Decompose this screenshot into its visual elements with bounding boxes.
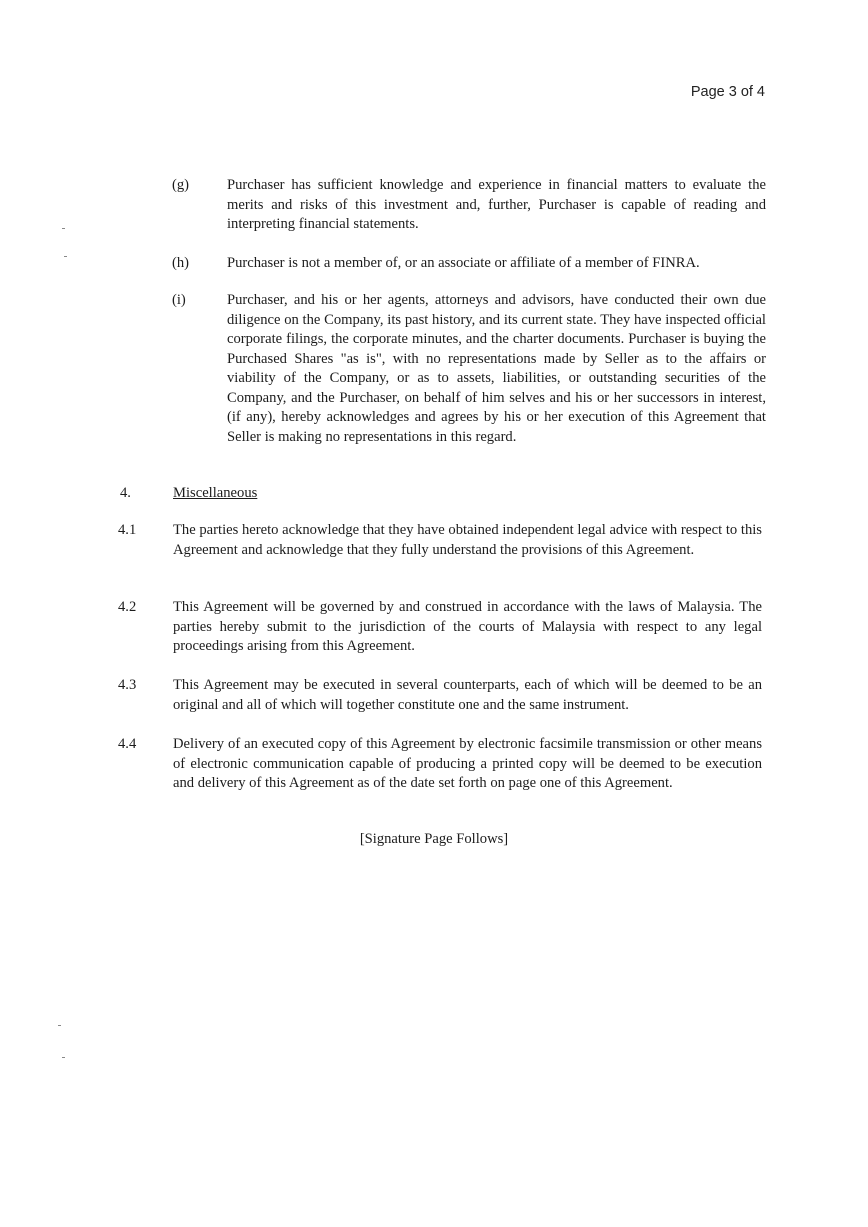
sub-clause-text: Purchaser has sufficient knowledge and experience in financial matters to evaluate the merits and risks of this investment and, further, Purchaser is capable of reading and interpreting financial statements. <box>227 177 766 232</box>
scan-speck <box>62 228 65 229</box>
clause-number: 4.4 <box>118 736 137 752</box>
clause-4-2 <box>118 598 762 657</box>
sub-clause-label: (h) <box>172 255 190 271</box>
clause-text: Delivery of an executed copy of this Agreement by electronic facsimile transmission or other means of electronic communication capable of producing a printed copy will be deemed to be execution and delivery of this Agreement as of the date set forth on page one of this Agreement. <box>173 736 762 791</box>
clause-4-4 <box>118 735 762 794</box>
clause-number: 4.1 <box>118 522 137 538</box>
clause-4-1 <box>118 521 762 560</box>
clause-number: 4.2 <box>118 599 137 615</box>
sub-clause-g <box>172 176 766 235</box>
clause-text: This Agreement will be governed by and construed in accordance with the laws of Malaysia. The parties hereby submit to the jurisdiction of the courts of Malaysia with respect to any legal proceedings arising from this Agreement. <box>173 599 762 654</box>
scan-speck <box>58 1025 61 1026</box>
page-number: Page 3 of 4 <box>690 84 765 100</box>
sub-clause-h <box>172 254 766 274</box>
clause-4-3 <box>118 676 762 715</box>
clause-number: 4.3 <box>118 677 137 693</box>
clause-text: This Agreement may be executed in several counterparts, each of which will be deemed to be an original and all of which will together constitute one and the same instrument. <box>173 677 762 713</box>
section-title: Miscellaneous <box>173 485 258 501</box>
sub-clause-label: (i) <box>172 292 186 308</box>
sub-clause-i <box>172 291 766 447</box>
clause-text: The parties hereto acknowledge that they have obtained independent legal advice with respect to this Agreement and acknowledge that they fully understand the provisions of this Agreement. <box>173 522 762 558</box>
scan-speck <box>64 256 67 257</box>
section-number: 4. <box>120 485 131 501</box>
sub-clause-label: (g) <box>172 177 190 193</box>
sub-clause-text: Purchaser is not a member of, or an associate or affiliate of a member of FINRA. <box>227 255 700 271</box>
sub-clause-text: Purchaser, and his or her agents, attorneys and advisors, have conducted their own due diligence on the Company, its past history, and its current state. They have inspected official corporate filings, the corporate minutes, and the charter documents. Purchaser is buying the Purchased Shares "as is", with no representations made by Seller as to the affairs or viability of the Company, or as to assets, liabilities, or outstanding securities of the Company, and the Purchaser, on behalf of him selves and his or her successors in interest, (if any), hereby acknowledges and agrees by his or her execution of this Agreement that Seller is making no representations in this regard. <box>227 292 766 445</box>
scan-speck <box>62 1057 65 1058</box>
signature-page-note: [Signature Page Follows] <box>359 831 509 847</box>
